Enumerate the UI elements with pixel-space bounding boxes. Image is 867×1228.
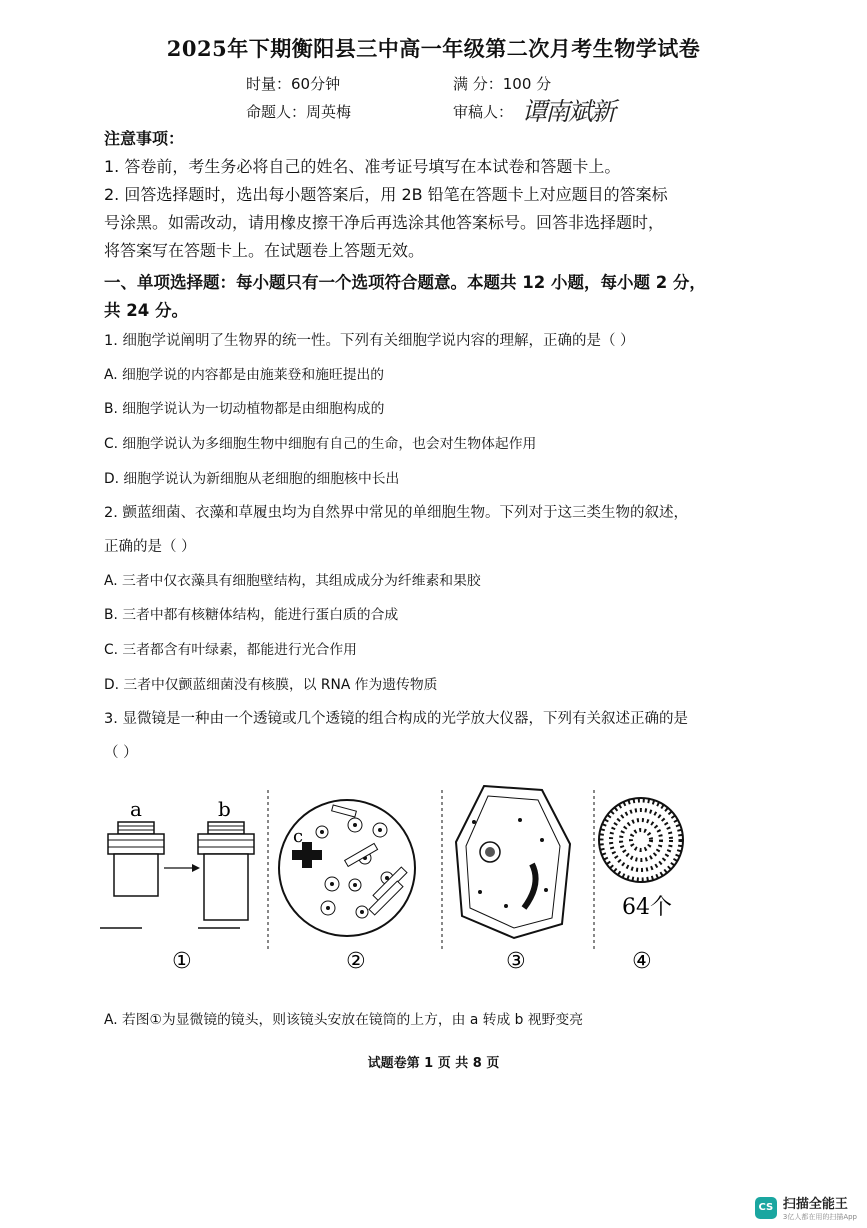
q3-stem-b: （ ） bbox=[104, 745, 138, 761]
fig-num-3: ③ bbox=[506, 949, 526, 974]
fig-label-b: b bbox=[218, 797, 231, 821]
q2-option-d: D. 三者中仅颤蓝细菌没有核膜，以 RNA 作为遗传物质 bbox=[104, 677, 438, 693]
fig-num-4: ④ bbox=[632, 949, 652, 974]
notice-line-2a: 2. 回答选择题时，选出每小题答案后，用 2B 铅笔在答题卡上对应题目的答案标 bbox=[104, 185, 668, 204]
q2-option-c: C. 三者都含有叶绿素，都能进行光合作用 bbox=[104, 642, 357, 658]
q2-option-a: A. 三者中仅衣藻具有细胞壁结构，其组成成分为纤维素和果胶 bbox=[104, 573, 481, 589]
time-label: 时量：60分钟 bbox=[246, 75, 341, 93]
scanner-watermark bbox=[755, 1193, 857, 1222]
camscanner-logo-icon: CS bbox=[755, 1197, 777, 1219]
reviewer-label: 审稿人： bbox=[453, 103, 514, 121]
q1-stem: 1. 细胞学说阐明了生物界的统一性。下列有关细胞学说内容的理解，正确的是（ ） bbox=[104, 333, 635, 349]
fig-count: 64个 bbox=[622, 895, 672, 920]
score-label: 满 分：100 分 bbox=[453, 75, 552, 93]
fig-num-2: ② bbox=[346, 949, 366, 974]
notice-line-2c: 将答案写在答题卡上。在试题卷上答题无效。 bbox=[104, 241, 425, 260]
notice-heading: 注意事项： bbox=[104, 129, 185, 148]
fig-num-1: ① bbox=[172, 949, 192, 974]
q1-option-c: C. 细胞学说认为多细胞生物中细胞有自己的生命，也会对生物体起作用 bbox=[104, 436, 537, 452]
q1-option-b: B. 细胞学说认为一切动植物都是由细胞构成的 bbox=[104, 401, 385, 417]
q1-option-a: A. 细胞学说的内容都是由施莱登和施旺提出的 bbox=[104, 367, 385, 383]
fig-label-c: c bbox=[293, 826, 304, 847]
fig-label-a: a bbox=[130, 797, 142, 821]
dense-cell-field-4 bbox=[599, 798, 683, 882]
section-heading-a: 一、单项选择题：每小题只有一个选项符合题意。本题共 12 小题，每小题 2 分， bbox=[104, 273, 706, 292]
author-label: 命题人：周英梅 bbox=[246, 103, 352, 121]
page-footer: 试题卷第 1 页 共 8 页 bbox=[367, 1056, 500, 1071]
q1-option-d: D. 细胞学说认为新细胞从老细胞的细胞核中长出 bbox=[104, 471, 400, 487]
q2-stem-a: 2. 颤蓝细菌、衣藻和草履虫均为自然界中常见的单细胞生物。下列对于这三类生物的叙述， bbox=[104, 505, 688, 521]
exam-title: 2025年下期衡阳县三中高一年级第二次月考生物学试卷 bbox=[166, 36, 701, 61]
watermark-title: 扫描全能王 bbox=[782, 1197, 848, 1212]
q2-option-b: B. 三者中都有核糖体结构，能进行蛋白质的合成 bbox=[104, 607, 399, 623]
q2-stem-b: 正确的是（ ） bbox=[104, 539, 196, 555]
q3-stem-a: 3. 显微镜是一种由一个透镜或几个透镜的组合构成的光学放大仪器，下列有关叙述正确的是 bbox=[104, 711, 688, 727]
plant-cell-3 bbox=[456, 786, 570, 938]
notice-line-2b: 号涂黑。如需改动，请用橡皮擦干净后再选涂其他答案标号。回答非选择题时， bbox=[104, 213, 665, 232]
reviewer-signature: 谭南斌新 bbox=[522, 97, 615, 126]
objective-lens-b bbox=[198, 822, 254, 928]
microscope-figure bbox=[100, 780, 700, 980]
notice-line-1: 1. 答卷前，考生务必将自己的姓名、准考证号填写在本试卷和答题卡上。 bbox=[104, 157, 621, 176]
section-heading-b: 共 24 分。 bbox=[104, 301, 188, 320]
q3-option-a: A. 若图①为显微镜的镜头，则该镜头安放在镜筒的上方，由 a 转成 b 视野变亮 bbox=[104, 1012, 583, 1028]
objective-lens-a bbox=[100, 822, 164, 928]
watermark-subtitle: 3亿人都在用的扫描App bbox=[782, 1213, 857, 1221]
microscope-field-2 bbox=[279, 800, 415, 936]
